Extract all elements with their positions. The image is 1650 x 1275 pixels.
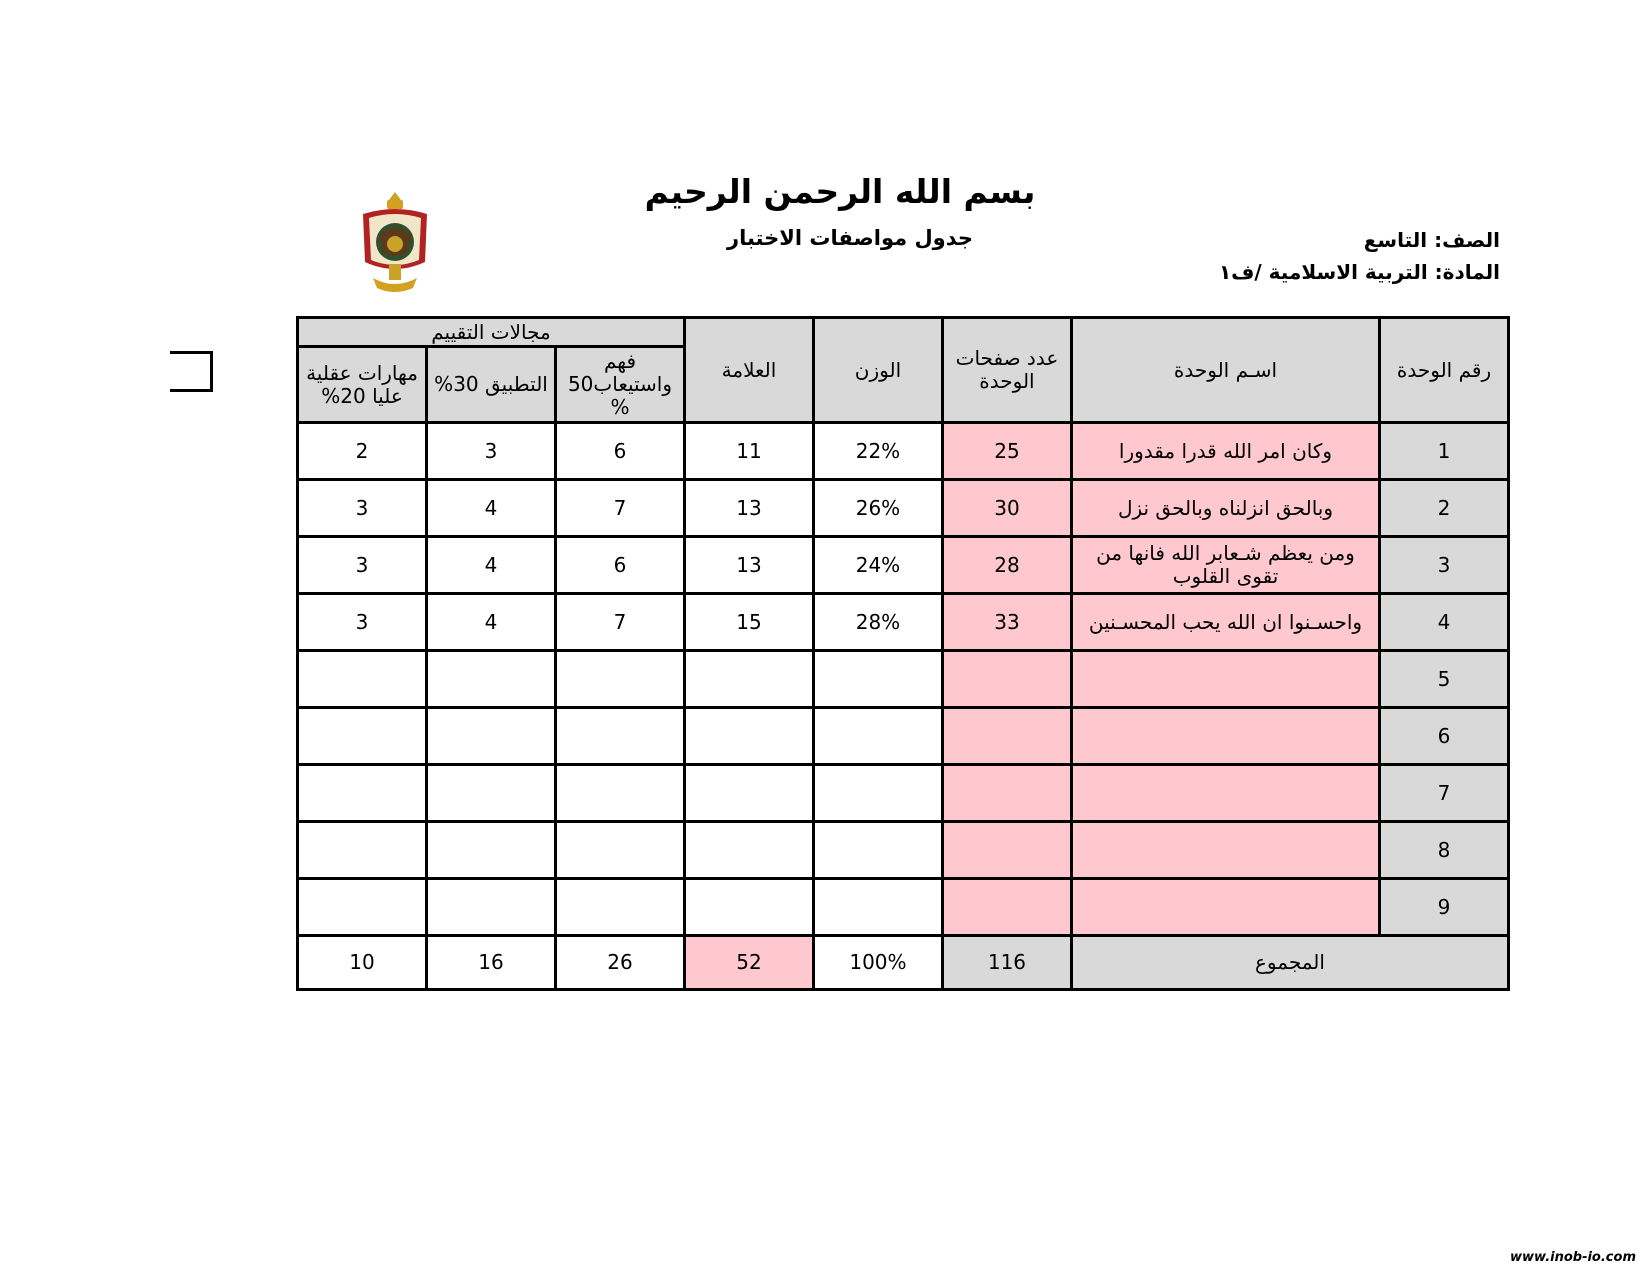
application-cell — [428, 709, 554, 763]
unit-pages-cell: 28 — [944, 538, 1070, 592]
basmala-title: بسم الله الرحمن الرحيم — [644, 172, 1036, 211]
header-higher-skills: مهارات عقلية عليا 20% — [299, 348, 425, 421]
unit-pages-cell — [944, 880, 1070, 934]
mark-cell: 11 — [686, 424, 812, 478]
unit-name-cell — [1073, 709, 1378, 763]
table-row — [299, 880, 1507, 934]
understanding-cell: 7 — [557, 595, 683, 649]
checkbox-mark — [170, 351, 213, 392]
unit-number-cell: 8 — [1381, 823, 1507, 877]
total-application-cell: 16 — [428, 937, 554, 988]
header-unit-pages: عدد صفحات الوحدة — [944, 319, 1070, 421]
unit-number-cell: 4 — [1381, 595, 1507, 649]
unit-pages-cell: 33 — [944, 595, 1070, 649]
understanding-cell — [557, 766, 683, 820]
higher-skills-cell — [299, 709, 425, 763]
weight-cell — [815, 823, 941, 877]
total-mark-cell: 52 — [686, 937, 812, 988]
weight-cell: 24% — [815, 538, 941, 592]
unit-name-cell: وبالحق انزلناه وبالحق نزل — [1073, 481, 1378, 535]
mark-cell: 13 — [686, 481, 812, 535]
higher-skills-cell: 3 — [299, 595, 425, 649]
total-pages-cell: 116 — [944, 937, 1070, 988]
unit-pages-cell — [944, 652, 1070, 706]
mark-cell — [686, 652, 812, 706]
unit-number-cell: 3 — [1381, 538, 1507, 592]
total-weight-cell: 100% — [815, 937, 941, 988]
higher-skills-cell — [299, 823, 425, 877]
higher-skills-cell — [299, 880, 425, 934]
unit-number-cell: 2 — [1381, 481, 1507, 535]
totals-row — [299, 937, 1507, 988]
table-row — [299, 424, 1507, 478]
unit-number-cell: 6 — [1381, 709, 1507, 763]
unit-name-cell — [1073, 652, 1378, 706]
application-cell — [428, 823, 554, 877]
unit-number-cell: 1 — [1381, 424, 1507, 478]
table-row — [299, 823, 1507, 877]
weight-cell: 26% — [815, 481, 941, 535]
unit-pages-cell — [944, 709, 1070, 763]
header-unit-number: رقم الوحدة — [1381, 319, 1507, 421]
unit-number-cell: 9 — [1381, 880, 1507, 934]
header-weight: الوزن — [815, 319, 941, 421]
unit-pages-cell — [944, 823, 1070, 877]
unit-pages-cell: 25 — [944, 424, 1070, 478]
table-row — [299, 766, 1507, 820]
mark-cell: 13 — [686, 538, 812, 592]
unit-name-cell — [1073, 880, 1378, 934]
unit-pages-cell — [944, 766, 1070, 820]
understanding-cell: 6 — [557, 424, 683, 478]
higher-skills-cell — [299, 652, 425, 706]
mark-cell — [686, 709, 812, 763]
unit-number-cell: 5 — [1381, 652, 1507, 706]
document-meta — [1219, 224, 1500, 288]
understanding-cell — [557, 709, 683, 763]
table-row — [299, 595, 1507, 649]
higher-skills-cell — [299, 766, 425, 820]
understanding-cell: 7 — [557, 481, 683, 535]
higher-skills-cell: 3 — [299, 538, 425, 592]
header-application: التطبيق 30% — [428, 348, 554, 421]
application-cell — [428, 880, 554, 934]
table-row — [299, 538, 1507, 592]
site-watermark: www.inob-io.com — [1510, 1250, 1636, 1265]
understanding-cell — [557, 823, 683, 877]
header-unit-name: اسـم الوحدة — [1073, 319, 1378, 421]
understanding-cell: 6 — [557, 538, 683, 592]
jordan-coat-of-arms-icon — [355, 190, 435, 296]
weight-cell: 22% — [815, 424, 941, 478]
application-cell: 4 — [428, 538, 554, 592]
weight-cell — [815, 766, 941, 820]
table-row — [299, 481, 1507, 535]
higher-skills-cell: 3 — [299, 481, 425, 535]
application-cell: 4 — [428, 595, 554, 649]
total-understanding-cell: 26 — [557, 937, 683, 988]
header-assessment-domains: مجالات التقييم — [299, 319, 683, 345]
higher-skills-cell: 2 — [299, 424, 425, 478]
unit-name-cell: وكان امر الله قدرا مقدورا — [1073, 424, 1378, 478]
grade-label: الصف: التاسع — [1363, 228, 1500, 252]
understanding-cell — [557, 652, 683, 706]
mark-cell — [686, 880, 812, 934]
mark-cell — [686, 766, 812, 820]
document-subtitle: جدول مواصفات الاختبار — [726, 226, 973, 250]
unit-name-cell — [1073, 823, 1378, 877]
weight-cell: 28% — [815, 595, 941, 649]
header-mark: العلامة — [686, 319, 812, 421]
application-cell — [428, 766, 554, 820]
weight-cell — [815, 652, 941, 706]
understanding-cell — [557, 880, 683, 934]
application-cell: 3 — [428, 424, 554, 478]
table-row — [299, 652, 1507, 706]
weight-cell — [815, 880, 941, 934]
unit-name-cell — [1073, 766, 1378, 820]
header-understanding: فهم واستيعاب50 % — [557, 348, 683, 421]
mark-cell: 15 — [686, 595, 812, 649]
application-cell — [428, 652, 554, 706]
test-specification-table — [296, 316, 1510, 991]
unit-name-cell: ومن يعظم شـعابر الله فانها من تقوى القلوب — [1073, 538, 1378, 592]
mark-cell — [686, 823, 812, 877]
subject-label: المادة: التربية الاسلامية /ف١ — [1218, 260, 1500, 284]
total-higher-skills-cell: 10 — [299, 937, 425, 988]
unit-number-cell: 7 — [1381, 766, 1507, 820]
weight-cell — [815, 709, 941, 763]
table-row — [299, 709, 1507, 763]
unit-pages-cell: 30 — [944, 481, 1070, 535]
application-cell: 4 — [428, 481, 554, 535]
totals-label: المجموع — [1073, 937, 1507, 988]
unit-name-cell: واحسـنوا ان الله يحب المحسـنين — [1073, 595, 1378, 649]
